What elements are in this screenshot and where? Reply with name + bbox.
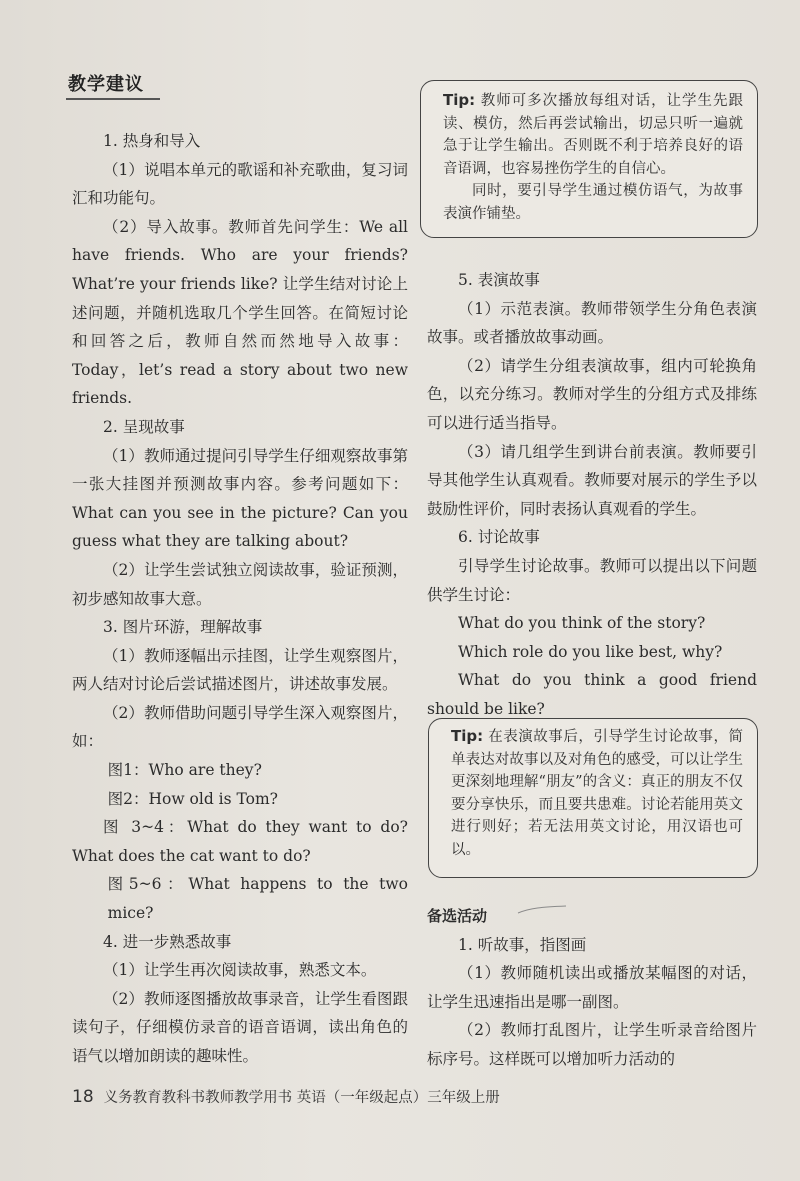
paragraph: 图2：How old is Tom? bbox=[107, 789, 278, 808]
tip-1-text-2: 同时，要引导学生通过模仿语气，为故事表演作铺垫。 bbox=[443, 183, 743, 222]
footer-book-title: 义务教育教科书教师教学用书 英语（一年级起点）三年级上册 bbox=[103, 1090, 500, 1106]
paragraph: （2）让学生尝试独立阅读故事，验证预测，初步感知故事大意。 bbox=[72, 560, 408, 608]
alt-section-title: 备选活动 bbox=[427, 907, 488, 925]
paragraph: （1）教师随机读出或播放某幅图的对话，让学生迅速指出是哪一副图。 bbox=[427, 964, 757, 1011]
paragraph: （3）请几组学生到讲台前表演。教师要引导其他学生认真观看。教师要对展示的学生予以鼓励性评价，同时表扬认真观看的学生。 bbox=[427, 442, 757, 518]
paragraph: （1）教师通过提问引导学生仔细观察故事第一张大挂图并预测故事内容。参考问题如下：What can you see in the picture? Can you guess what they are talking about? bbox=[72, 446, 408, 551]
paragraph: （2）教师打乱图片，让学生听录音给图片标序号。这样既可以增加听力活动的 bbox=[427, 1021, 757, 1068]
paragraph: （1）示范表演。教师带领学生分角色表演故事。或者播放故事动画。 bbox=[427, 299, 757, 347]
page-number: 18 bbox=[72, 1087, 94, 1107]
tip-2-text: 在表演故事后，引导学生讨论故事，简单表达对故事以及对角色的感受，可以让学生更深刻地理解“朋友”的含义：真正的朋友不仅要分享快乐，而且要共患难。讨论若能用英文进行则好；若无法用英文讨论，用汉语也可以。 bbox=[451, 729, 743, 858]
paragraph: （2）教师借助问题引导学生深入观察图片，如： bbox=[72, 703, 408, 751]
paragraph: 图 3~4：What do they want to do? What does the cat want to do? bbox=[72, 818, 408, 865]
tip-box-1 bbox=[420, 80, 758, 238]
right-column bbox=[427, 266, 757, 724]
paragraph: （1）让学生再次阅读故事，熟悉文本。 bbox=[103, 961, 377, 980]
left-column bbox=[72, 127, 408, 1071]
paragraph: 图5~6：What happens to the two mice? bbox=[107, 875, 408, 923]
pencil-mark bbox=[516, 904, 568, 916]
paragraph: （2）教师逐图播放故事录音，让学生看图跟读句子，仔细模仿录音的语音语调，读出角色的语气以增加朗读的趣味性。 bbox=[72, 989, 408, 1065]
tip-1-label: Tip: bbox=[443, 91, 476, 109]
section-title-underline bbox=[66, 98, 160, 100]
paragraph: （1）教师逐幅出示挂图，让学生观察图片，两人结对讨论后尝试描述图片，讲述故事发展。 bbox=[72, 646, 408, 694]
paragraph: （2）请学生分组表演故事，组内可轮换角色，以充分练习。教师对学生的分组方式及排练可以进行适当指导。 bbox=[427, 356, 757, 432]
alt-section bbox=[427, 902, 757, 1074]
section-title: 教学建议 bbox=[68, 74, 144, 95]
paragraph: What do you think a good friend should be like? bbox=[427, 671, 757, 718]
paragraph: （1）说唱本单元的歌谣和补充歌曲，复习词汇和功能句。 bbox=[72, 160, 408, 208]
tip-box-2 bbox=[428, 718, 758, 878]
tip-2-paragraph bbox=[451, 725, 743, 861]
page-footer bbox=[72, 1086, 500, 1107]
paragraph: 2. 呈现故事 bbox=[103, 417, 185, 436]
paragraph: 图1：Who are they? bbox=[107, 761, 262, 780]
paragraph: （2）导入故事。教师首先问学生：We all have friends. Who are your friends? What’re your friends like? 让学生结对讨论上述问题，并随机选取几个学生回答。在简短讨论和回答之后，教师自然而然地导入故事：Today，let’s read a story about two new friends. bbox=[72, 217, 408, 408]
tip-1-text: 教师可多次播放每组对话，让学生先跟读、模仿，然后再尝试输出，切忌只听一遍就急于让学生输出。否则既不利于培养良好的语音语调，也容易挫伤学生的自信心。 bbox=[443, 93, 743, 177]
tip-2-label: Tip: bbox=[451, 727, 484, 745]
paragraph: 4. 进一步熟悉故事 bbox=[103, 932, 232, 951]
paragraph: 引导学生讨论故事。教师可以提出以下问题供学生讨论： bbox=[427, 556, 757, 604]
paragraph: 5. 表演故事 bbox=[458, 271, 540, 289]
paragraph: 1. 听故事，指图画 bbox=[458, 935, 587, 954]
paragraph: 3. 图片环游，理解故事 bbox=[103, 618, 263, 637]
tip-1-paragraph bbox=[443, 89, 743, 180]
paragraph: What do you think of the story? bbox=[458, 614, 706, 633]
paragraph: 6. 讨论故事 bbox=[458, 528, 540, 547]
paragraph: Which role do you like best, why? bbox=[458, 642, 723, 661]
alt-section-items bbox=[427, 931, 757, 1074]
paragraph: 1. 热身和导入 bbox=[103, 132, 201, 150]
